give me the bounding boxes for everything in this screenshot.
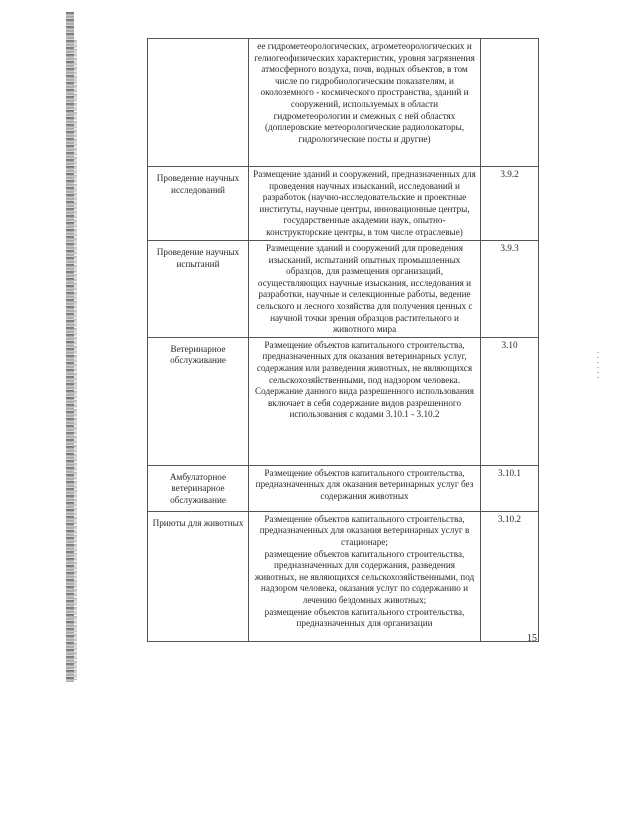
use-type-code: 3.10.1 (481, 465, 539, 511)
scan-artifact-dots (597, 352, 599, 382)
table-row (148, 337, 539, 465)
use-type-name: Амбулаторное ветеринарное обслуживание (148, 465, 249, 511)
table-row (148, 511, 539, 641)
description-paragraph: Размещение объектов капитального строительства, предназначенных для оказания ветеринарных услуг в стационаре; (259, 513, 470, 547)
use-type-description (249, 511, 481, 641)
scan-binding-edge (66, 12, 74, 682)
use-type-name (148, 39, 249, 167)
table-row (148, 465, 539, 511)
use-type-name: Проведение научных испытаний (148, 241, 249, 338)
table-row (148, 167, 539, 241)
description-paragraph: размещение объектов капитального строительства, предназначенных для организации (264, 606, 465, 629)
page-number: 15 (527, 633, 537, 644)
land-use-table (147, 38, 539, 642)
description-paragraph: размещение объектов капитального строительства, предназначенных для содержания, разведения животных, не являющихся сельскохозяйственными, под надзором человека, оказания услуг по содержанию и лечению бездомных животных; (254, 548, 475, 605)
scan-binding-edge-secondary (74, 40, 77, 680)
use-type-description: Размещение объектов капитального строительства, предназначенных для оказания ветеринарных услуг без содержания животных (249, 465, 481, 511)
table-row (148, 241, 539, 338)
use-type-code: 3.9.3 (481, 241, 539, 338)
use-type-code: 3.9.2 (481, 167, 539, 241)
use-type-code: 3.10.2 (481, 511, 539, 641)
use-type-description: ее гидрометеорологических, агрометеорологических и гелиогеофизических характеристик, уровня загрязнения атмосферного воздуха, почв, водных объектов, в том числе по гидробиологическим показателям, и околоземного - космического пространства, зданий и сооружений, используемых в области гидрометеорологии и смежных с ней областях (доплеровские метеорологические радиолокаторы, гидрологические посты и другие) (249, 39, 481, 167)
use-type-name: Проведение научных исследований (148, 167, 249, 241)
table-row (148, 39, 539, 167)
use-type-description: Размещение объектов капитального строительства, предназначенных для оказания ветеринарных услуг, содержания или разведения животных, не являющихся сельскохозяйственными, под надзором человека. Содержание данного вида разрешенного использования включает в себя содержание видов разрешенного использования с кодами 3.10.1 - 3.10.2 (249, 337, 481, 465)
use-type-description: Размещение зданий и сооружений, предназначенных для проведения научных изысканий, исследований и разработок (научно-исследовательские и проектные институты, научные центры, инновационные центры, государственные академии наук, опытно-конструкторские центры, в том числе отраслевые) (249, 167, 481, 241)
use-type-description: Размещение зданий и сооружений для проведения изысканий, испытаний опытных промышленных образцов, для размещения организаций, осуществляющих научные изыскания, исследования и разработки, научные и селекционные работы, ведение сельского и лесного хозяйства для получения ценных с научной точки зрения образцов растительного и животного мира (249, 241, 481, 338)
use-type-name: Ветеринарное обслуживание (148, 337, 249, 465)
use-type-code (481, 39, 539, 167)
use-type-name: Приюты для животных (148, 511, 249, 641)
use-type-code: 3.10 (481, 337, 539, 465)
